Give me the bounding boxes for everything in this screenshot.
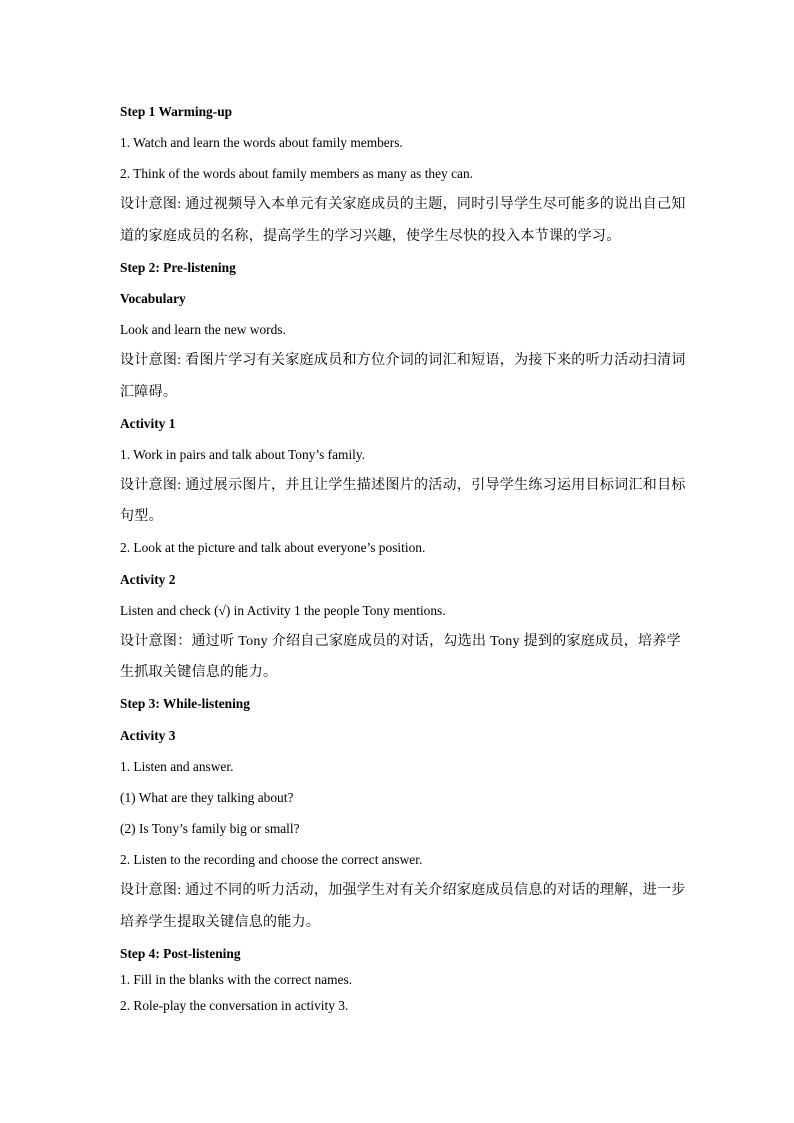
activity3-question-2: (2) Is Tony’s family big or small? — [120, 821, 300, 836]
activity3-intent-line-1: 设计意图: 通过不同的听力活动，加强学生对有关介绍家庭成员信息的对话的理解，进一步 — [120, 883, 686, 898]
activity1-intent-line-2: 句型。 — [120, 509, 163, 524]
activity1-intent-line-1: 设计意图: 通过展示图片，并且让学生描述图片的活动，引导学生练习运用目标词汇和目标 — [120, 478, 686, 493]
activity1-heading: Activity 1 — [120, 416, 176, 431]
activity3-item-2: 2. Listen to the recording and choose the correct answer. — [120, 852, 423, 867]
activity2-intent-line-2: 生抓取关键信息的能力。 — [120, 665, 278, 680]
step1-intent-line-2: 道的家庭成员的名称，提高学生的学习兴趣，使学生尽快的投入本节课的学习。 — [120, 229, 621, 244]
vocabulary-intent-line-1: 设计意图: 看图片学习有关家庭成员和方位介词的词汇和短语，为接下来的听力活动扫清词 — [120, 353, 686, 368]
step3-heading: Step 3: While-listening — [120, 696, 250, 711]
step2-heading: Step 2: Pre-listening — [120, 260, 236, 275]
step4-heading: Step 4: Post-listening — [120, 946, 241, 961]
activity2-heading: Activity 2 — [120, 572, 176, 587]
step1-intent-line-1: 设计意图: 通过视频导入本单元有关家庭成员的主题，同时引导学生尽可能多的说出自己知 — [120, 197, 686, 212]
activity3-question-1: (1) What are they talking about? — [120, 790, 294, 805]
activity1-item-1: 1. Work in pairs and talk about Tony’s family. — [120, 447, 366, 462]
step1-item-2: 2. Think of the words about family members as many as they can. — [120, 166, 474, 181]
vocabulary-heading: Vocabulary — [120, 291, 186, 306]
step1-heading: Step 1 Warming-up — [120, 104, 233, 119]
activity3-item-1: 1. Listen and answer. — [120, 759, 234, 774]
activity2-item: Listen and check (√) in Activity 1 the people Tony mentions. — [120, 603, 446, 618]
step1-item-1: 1. Watch and learn the words about family members. — [120, 135, 403, 150]
vocabulary-intent-line-2: 汇障碍。 — [120, 385, 178, 400]
step4-item-1: 1. Fill in the blanks with the correct names. — [120, 972, 353, 987]
activity3-heading: Activity 3 — [120, 728, 176, 743]
step4-item-2: 2. Role-play the conversation in activity 3. — [120, 998, 349, 1013]
activity2-intent-line-1: 设计意图：通过听 Tony 介绍自己家庭成员的对话，勾选出 Tony 提到的家庭成员，培养学 — [120, 634, 681, 649]
activity3-intent-line-2: 培养学生提取关键信息的能力。 — [120, 915, 321, 930]
activity1-item-2: 2. Look at the picture and talk about everyone’s position. — [120, 540, 426, 555]
vocabulary-item: Look and learn the new words. — [120, 322, 286, 337]
